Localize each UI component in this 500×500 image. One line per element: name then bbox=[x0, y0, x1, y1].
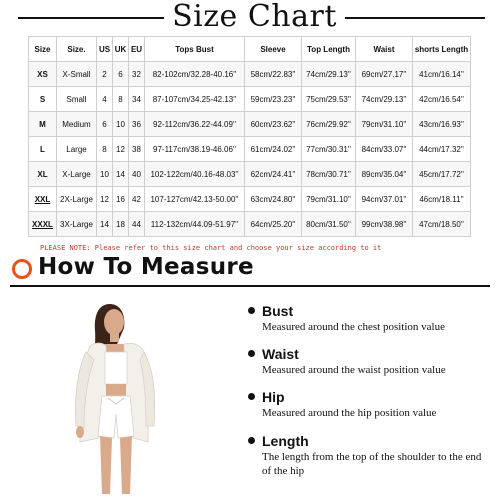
table-cell: 12 bbox=[97, 187, 113, 212]
table-cell: XXXL bbox=[29, 212, 57, 237]
table-cell: 62cm/24.41'' bbox=[245, 162, 302, 187]
table-cell: 10 bbox=[97, 162, 113, 187]
header-top-length: Top Length bbox=[302, 37, 356, 62]
measure-item-hip bbox=[248, 388, 488, 420]
measure-item-length bbox=[248, 432, 488, 478]
table-cell: M bbox=[29, 112, 57, 137]
table-cell: 14 bbox=[97, 212, 113, 237]
size-table bbox=[28, 36, 471, 237]
table-cell: XS bbox=[29, 62, 57, 87]
table-cell: XL bbox=[29, 162, 57, 187]
table-cell: 36 bbox=[129, 112, 145, 137]
table-cell: Medium bbox=[57, 112, 97, 137]
table-cell: 89cm/35.04'' bbox=[356, 162, 413, 187]
table-cell: 82-102cm/32.28-40.16'' bbox=[145, 62, 245, 87]
table-header-row bbox=[29, 37, 471, 62]
table-cell: 16 bbox=[113, 187, 129, 212]
header-tops-bust: Tops Bust bbox=[145, 37, 245, 62]
table-cell: 40 bbox=[129, 162, 145, 187]
circle-marker-icon bbox=[12, 259, 32, 279]
section-title: How To Measure bbox=[38, 254, 254, 280]
table-cell: 8 bbox=[113, 87, 129, 112]
bullet-icon bbox=[248, 307, 255, 314]
table-cell: 14 bbox=[113, 162, 129, 187]
table-cell: 12 bbox=[113, 137, 129, 162]
header-size: Size bbox=[29, 37, 57, 62]
measure-desc: Measured around the chest position value bbox=[262, 321, 445, 333]
table-cell: 42cm/16.54'' bbox=[413, 87, 471, 112]
table-row bbox=[29, 87, 471, 112]
table-cell: X-Small bbox=[57, 62, 97, 87]
title-rule-left bbox=[18, 17, 164, 19]
table-cell: 44cm/17.32'' bbox=[413, 137, 471, 162]
table-cell: 107-127cm/42.13-50.00'' bbox=[145, 187, 245, 212]
header-waist: Waist bbox=[356, 37, 413, 62]
table-cell: 99cm/38.98'' bbox=[356, 212, 413, 237]
header-uk: UK bbox=[113, 37, 129, 62]
table-cell: 6 bbox=[97, 112, 113, 137]
table-cell: 60cm/23.62'' bbox=[245, 112, 302, 137]
table-cell: Small bbox=[57, 87, 97, 112]
table-cell: 102-122cm/40.16-48.03'' bbox=[145, 162, 245, 187]
table-row bbox=[29, 212, 471, 237]
table-cell: 75cm/29.53'' bbox=[302, 87, 356, 112]
table-cell: 10 bbox=[113, 112, 129, 137]
table-cell: Large bbox=[57, 137, 97, 162]
table-cell: 79cm/31.10'' bbox=[356, 112, 413, 137]
table-cell: 46cm/18.11'' bbox=[413, 187, 471, 212]
table-cell: 74cm/29.13'' bbox=[356, 87, 413, 112]
size-chart-header bbox=[0, 0, 500, 36]
bullet-icon bbox=[248, 350, 255, 357]
table-cell: 78cm/30.71'' bbox=[302, 162, 356, 187]
model-photo bbox=[50, 286, 180, 496]
measure-desc: Measured around the waist position value bbox=[262, 364, 446, 376]
table-cell: 34 bbox=[129, 87, 145, 112]
measure-desc: The length from the top of the shoulder to the end of the hip bbox=[262, 451, 482, 477]
table-cell: 3X-Large bbox=[57, 212, 97, 237]
table-row bbox=[29, 112, 471, 137]
table-cell: 43cm/16.93'' bbox=[413, 112, 471, 137]
table-cell: S bbox=[29, 87, 57, 112]
header-eu: EU bbox=[129, 37, 145, 62]
table-cell: 44 bbox=[129, 212, 145, 237]
table-cell: 61cm/24.02'' bbox=[245, 137, 302, 162]
table-cell: 45cm/17.72'' bbox=[413, 162, 471, 187]
table-row bbox=[29, 137, 471, 162]
table-row bbox=[29, 187, 471, 212]
bullet-icon bbox=[248, 393, 255, 400]
table-cell: 6 bbox=[113, 62, 129, 87]
table-cell: 84cm/33.07'' bbox=[356, 137, 413, 162]
table-cell: 47cm/18.50'' bbox=[413, 212, 471, 237]
table-row bbox=[29, 62, 471, 87]
table-cell: 80cm/31.50'' bbox=[302, 212, 356, 237]
table-cell: 2X-Large bbox=[57, 187, 97, 212]
page-title: Size Chart bbox=[172, 0, 337, 34]
table-cell: XXL bbox=[29, 187, 57, 212]
measure-name: Bust bbox=[262, 303, 294, 319]
table-cell: 63cm/24.80'' bbox=[245, 187, 302, 212]
table-cell: 58cm/22.83'' bbox=[245, 62, 302, 87]
measure-item-waist bbox=[248, 345, 488, 377]
measure-name: Length bbox=[262, 433, 309, 449]
measure-item-bust bbox=[248, 302, 488, 334]
table-cell: 87-107cm/34.25-42.13'' bbox=[145, 87, 245, 112]
table-cell: 76cm/29.92'' bbox=[302, 112, 356, 137]
size-note: PLEASE NOTE: Please refer to this size chart and choose your size according to it bbox=[40, 244, 382, 252]
table-cell: 77cm/30.31'' bbox=[302, 137, 356, 162]
measure-name: Hip bbox=[262, 389, 285, 405]
title-rule-right bbox=[345, 17, 485, 19]
measure-desc: Measured around the hip position value bbox=[262, 407, 437, 419]
measure-name: Waist bbox=[262, 346, 299, 362]
table-cell: 94cm/37.01'' bbox=[356, 187, 413, 212]
table-cell: 74cm/29.13'' bbox=[302, 62, 356, 87]
header-shorts-length: shorts Length bbox=[413, 37, 471, 62]
table-cell: 42 bbox=[129, 187, 145, 212]
table-cell: 8 bbox=[97, 137, 113, 162]
header-us: US bbox=[97, 37, 113, 62]
table-cell: 59cm/23.23'' bbox=[245, 87, 302, 112]
table-cell: L bbox=[29, 137, 57, 162]
table-cell: X-Large bbox=[57, 162, 97, 187]
table-cell: 4 bbox=[97, 87, 113, 112]
table-cell: 2 bbox=[97, 62, 113, 87]
table-row bbox=[29, 162, 471, 187]
bullet-icon bbox=[248, 437, 255, 444]
table-cell: 79cm/31.10'' bbox=[302, 187, 356, 212]
header-sleeve: Sleeve bbox=[245, 37, 302, 62]
table-cell: 92-112cm/36.22-44.09'' bbox=[145, 112, 245, 137]
table-cell: 38 bbox=[129, 137, 145, 162]
table-cell: 64cm/25.20'' bbox=[245, 212, 302, 237]
table-cell: 18 bbox=[113, 212, 129, 237]
table-cell: 97-117cm/38.19-46.06'' bbox=[145, 137, 245, 162]
table-cell: 32 bbox=[129, 62, 145, 87]
table-cell: 41cm/16.14'' bbox=[413, 62, 471, 87]
table-cell: 69cm/27.17'' bbox=[356, 62, 413, 87]
table-cell: 112-132cm/44.09-51.97'' bbox=[145, 212, 245, 237]
header-size-name: Size. bbox=[57, 37, 97, 62]
